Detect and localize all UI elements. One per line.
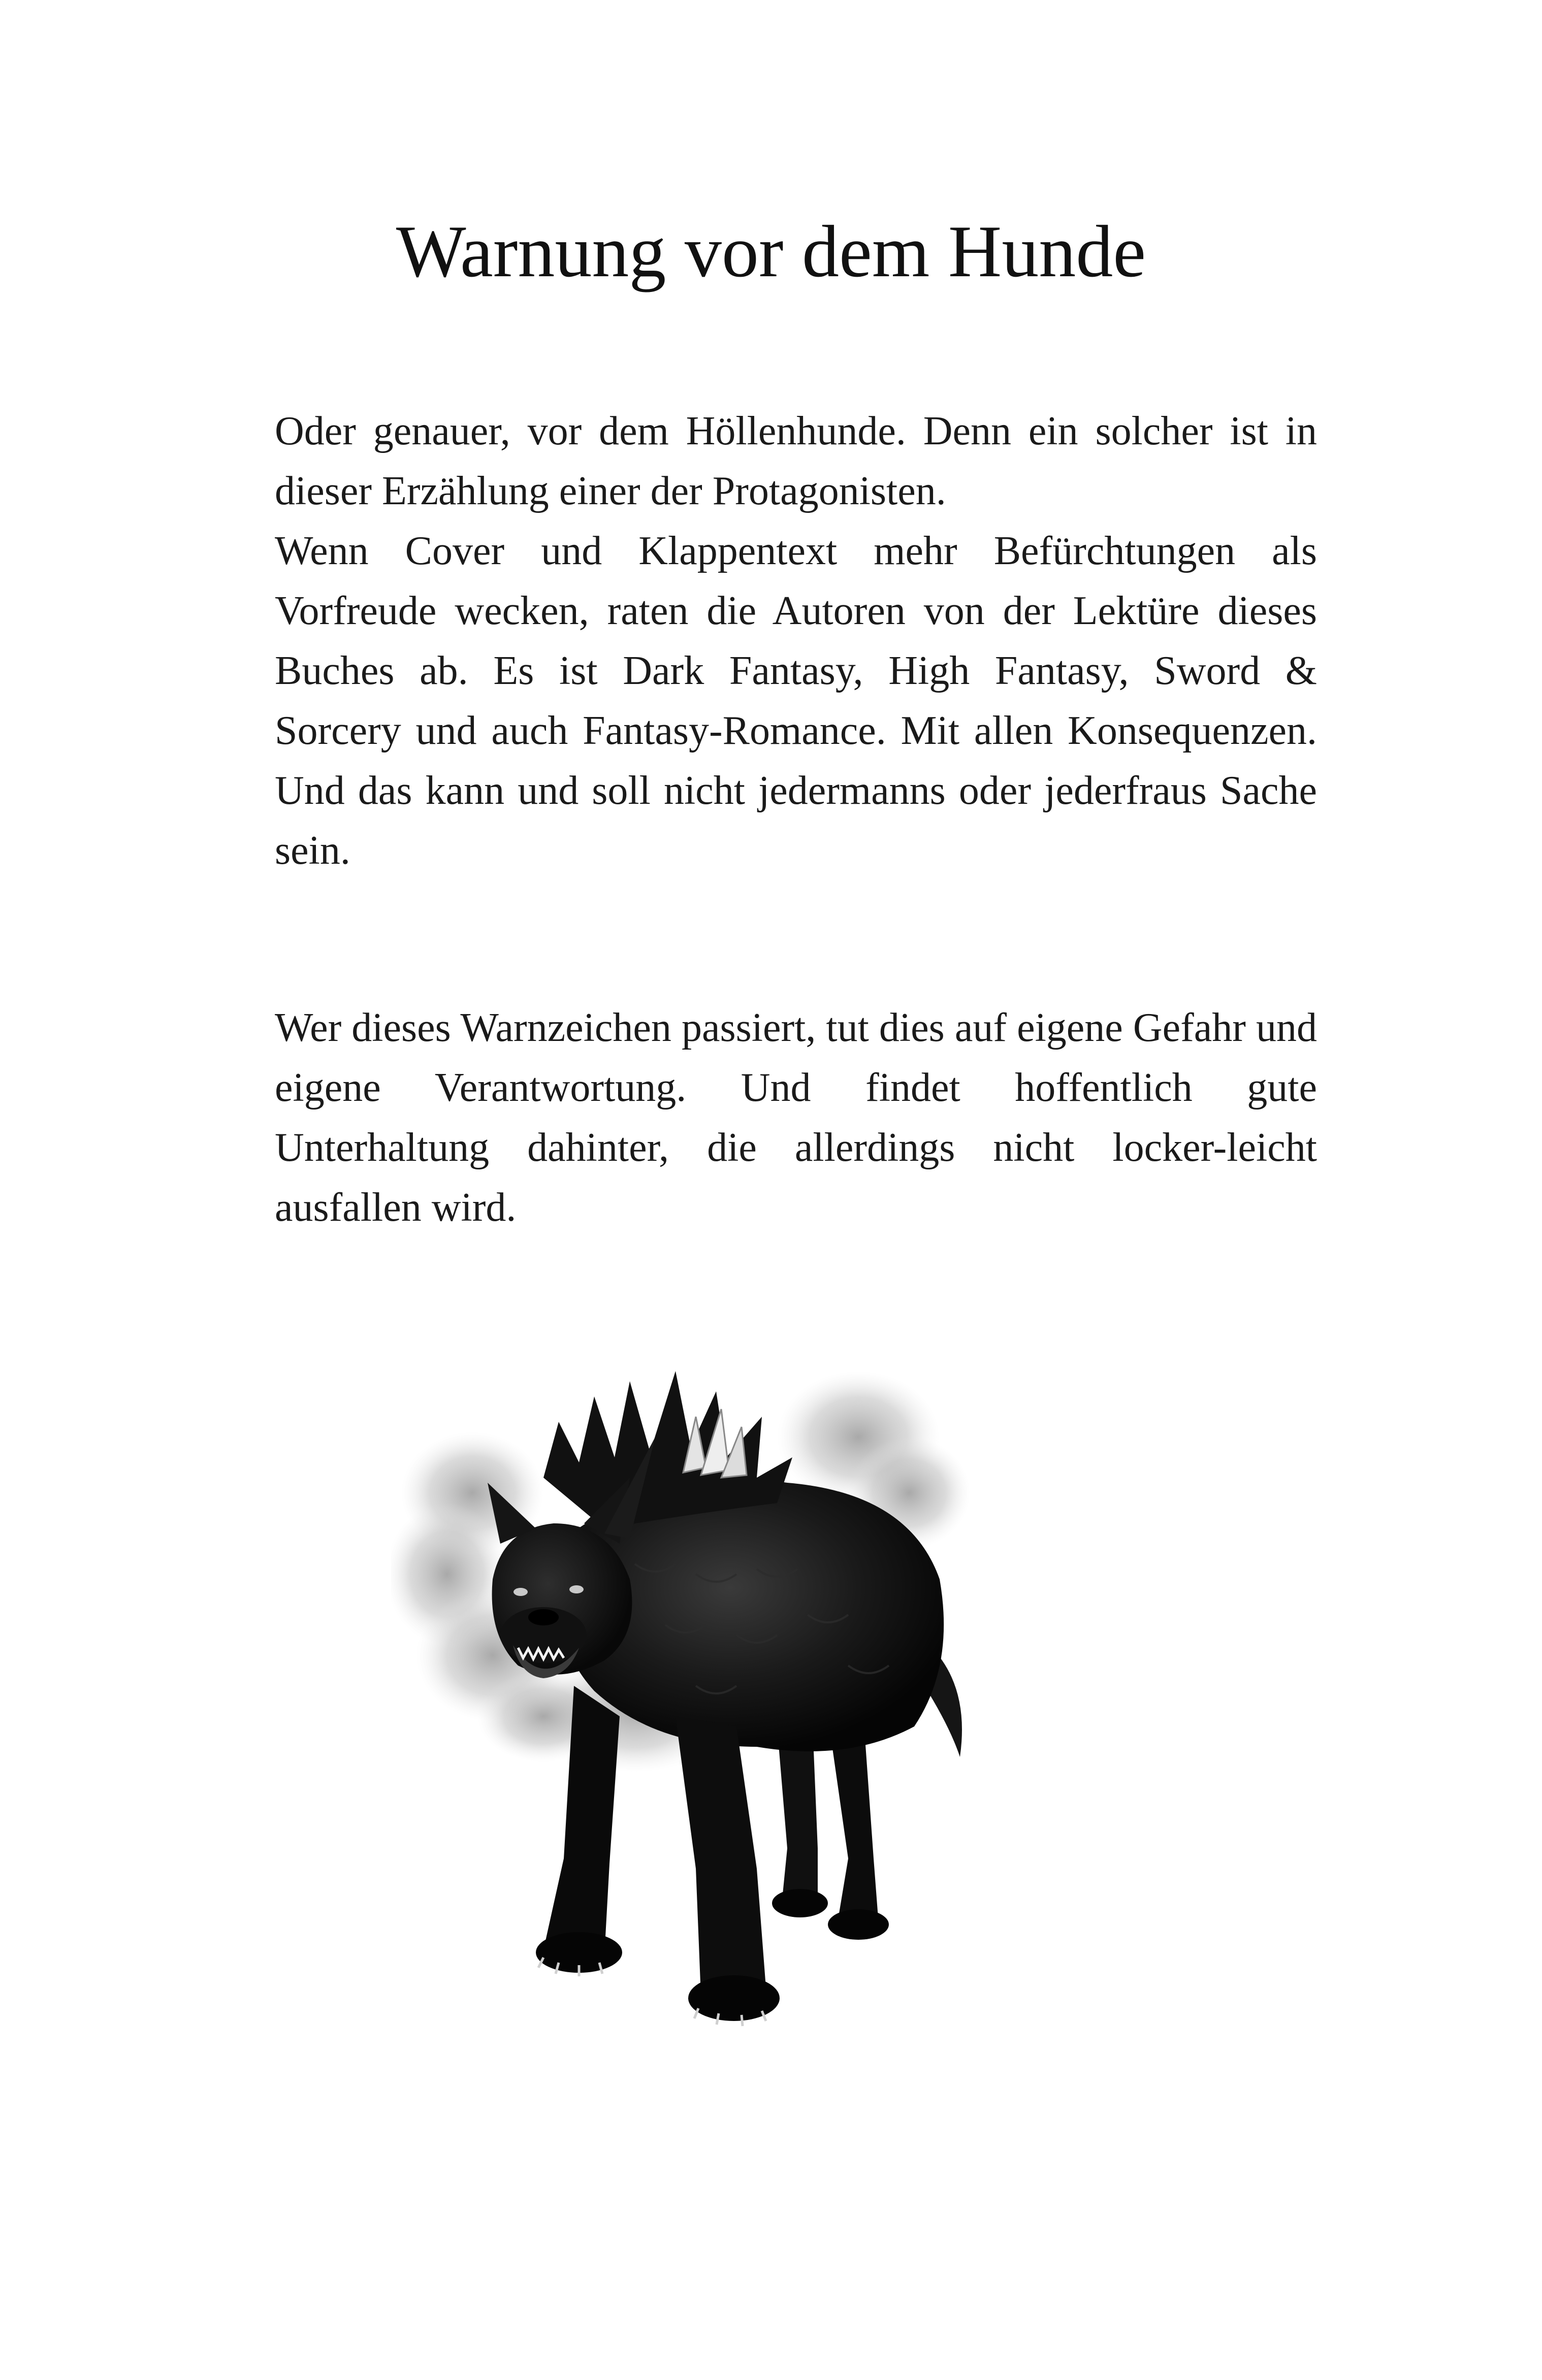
paragraph-2: Wenn Cover und Klappentext mehr Befürchtungen als Vorfreude wecken, raten die Autoren von der Lektüre dieses Buches ab. Es ist Dark Fantasy, High Fantasy, Sword & Sorcery und auch Fantasy-Romance. Mit allen Konsequenzen. Und das kann und soll nicht jedermanns oder jederfraus Sache sein. (275, 529, 1317, 873)
intro-text-block (275, 401, 1317, 881)
warning-text-block (275, 998, 1317, 1237)
paragraph-3: Wer dieses Warnzeichen passiert, tut dies auf eigene Gefahr und eigene Verantwortung. Und findet hoffentlich gute Unterhaltung dahinter, die allerdings nicht locker-leicht ausfallen wird. (275, 1005, 1317, 1230)
hellhound-illustration-icon (391, 1361, 1026, 2036)
page-title: Warnung vor dem Hunde (396, 210, 1146, 292)
paragraph-1: Oder genauer, vor dem Höllenhunde. Denn ein solcher ist in dieser Erzählung einer der Protagonisten. (275, 409, 1317, 513)
